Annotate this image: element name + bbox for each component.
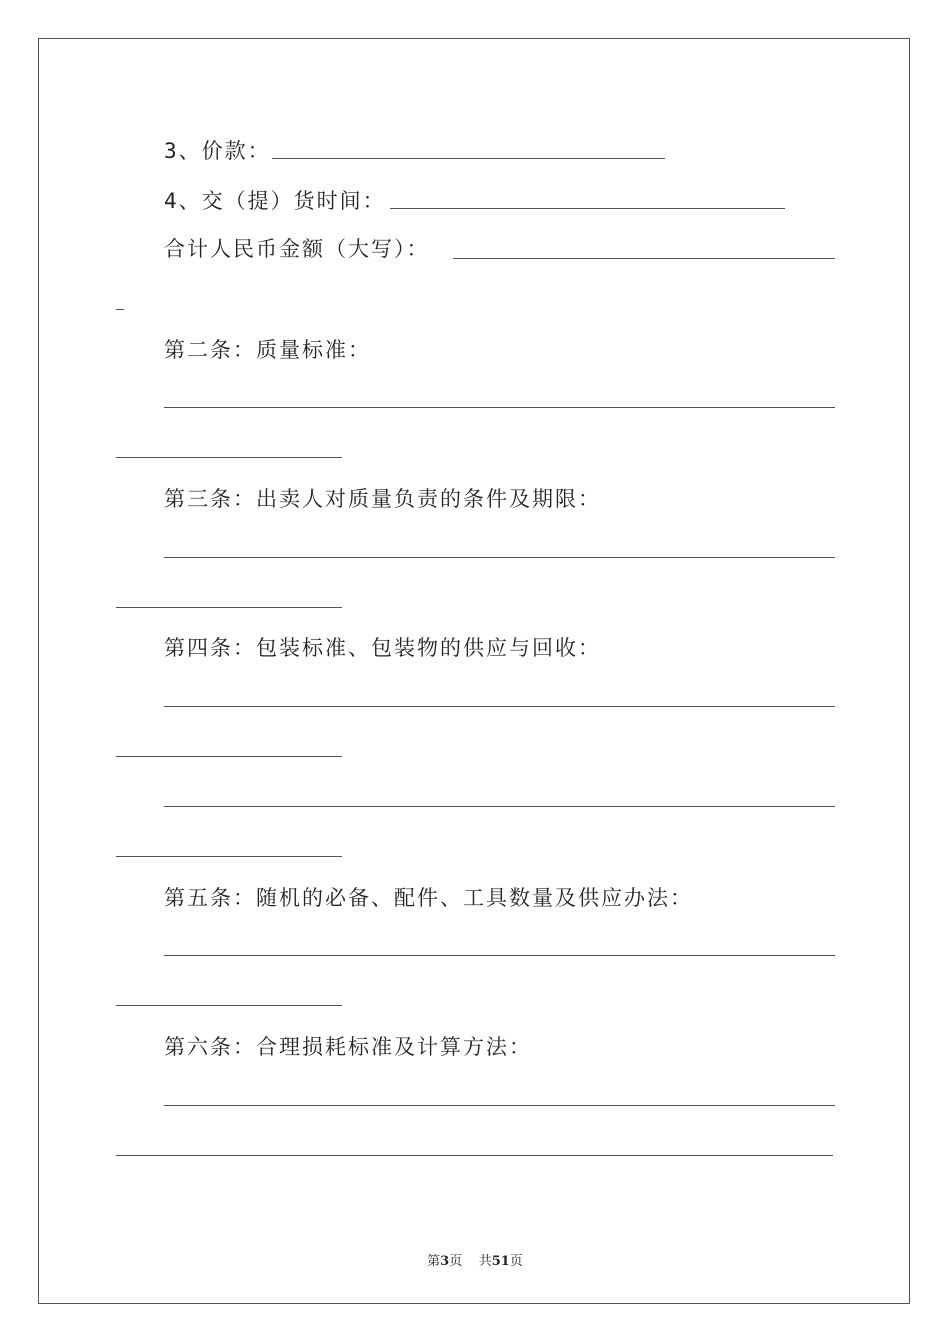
article-5-blank-line-2 [116, 1005, 342, 1006]
page-footer [0, 1250, 950, 1269]
total-pages: 51 [491, 1254, 510, 1269]
price-label: 3、价款： [164, 139, 271, 163]
article-3-blank-line-1 [164, 557, 835, 558]
article-2-heading: 第二条：质量标准： [164, 338, 371, 362]
article-3-heading: 第三条：出卖人对质量负责的条件及期限： [164, 487, 601, 511]
page-unit: 页 [449, 1254, 463, 1269]
article-4-blank-line-1 [164, 706, 835, 707]
article-4-blank-line-2 [116, 756, 342, 757]
article-2-blank-line-1 [164, 407, 835, 408]
article-4-heading: 第四条：包装标准、包装物的供应与回收： [164, 636, 601, 660]
article-2-blank-line-2 [116, 457, 342, 458]
total-amount-label: 合计人民币金额（大写）： [164, 237, 430, 261]
article-6-heading: 第六条：合理损耗标准及计算方法： [164, 1035, 532, 1059]
page-number: 3 [440, 1254, 450, 1269]
article-4-blank-line-4 [116, 856, 342, 857]
total-unit: 页 [509, 1254, 523, 1269]
price-blank [272, 158, 665, 159]
delivery-time-blank [390, 208, 785, 209]
total-prefix: 共 [478, 1254, 492, 1269]
article-6-blank-line-2 [116, 1155, 833, 1156]
page-prefix: 第 [427, 1254, 441, 1269]
article-3-blank-line-2 [116, 607, 342, 608]
page-border [38, 38, 910, 1304]
article-5-blank-line-1 [164, 955, 835, 956]
article-5-heading: 第五条：随机的必备、配件、工具数量及供应办法： [164, 886, 693, 910]
article-6-blank-line-1 [164, 1105, 835, 1106]
delivery-time-label: 4、交（提）货时间： [164, 189, 386, 213]
total-amount-blank [453, 258, 835, 259]
article-4-blank-line-3 [164, 806, 835, 807]
total-amount-blank-continuation [116, 309, 124, 310]
